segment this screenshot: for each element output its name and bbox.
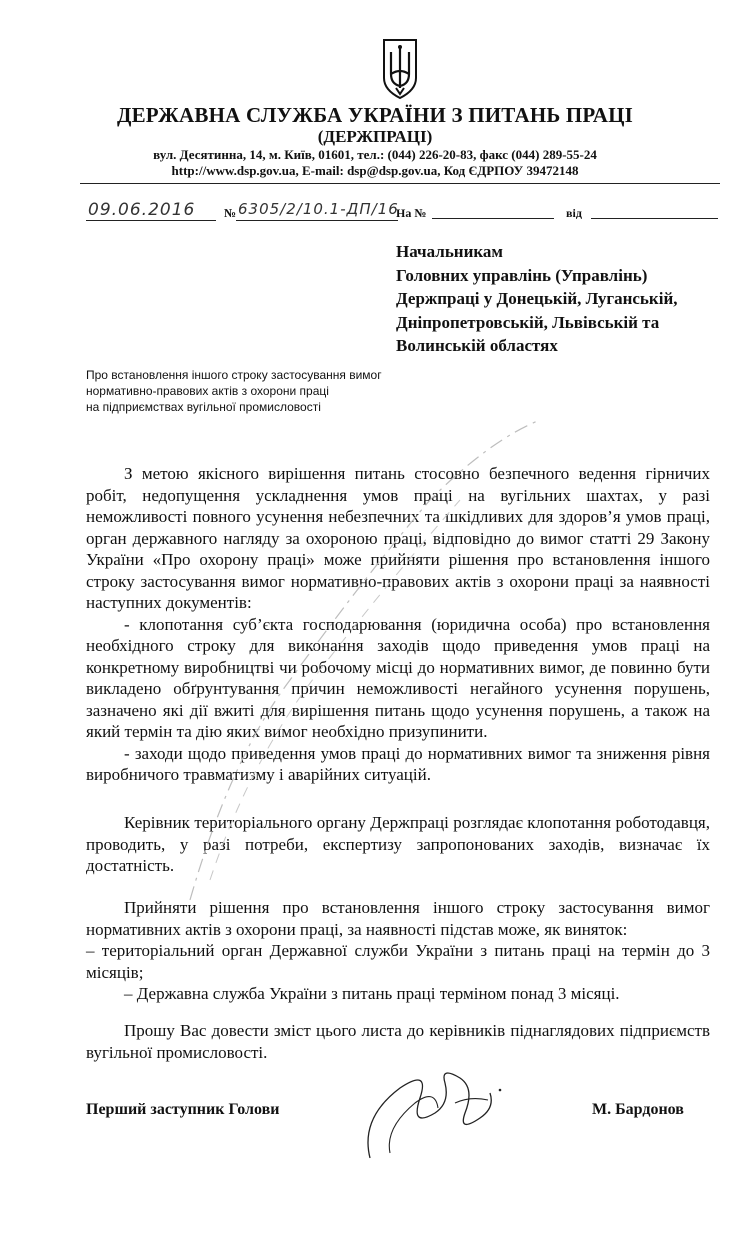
handwritten-signature	[340, 1058, 540, 1168]
signatory-title: Перший заступник Голови	[86, 1101, 280, 1118]
number-label: №	[224, 206, 237, 220]
body-section-decision	[86, 897, 710, 1005]
signatory-name: М. Бардонов	[592, 1101, 684, 1118]
header-divider	[80, 183, 720, 184]
addressee-line: Начальникам	[396, 242, 504, 261]
contacts-line-address: вул. Десятинна, 14, м. Київ, 01601, тел.: (044) 226-20-83, факс (044) 289-55-24	[153, 147, 597, 162]
body-section-request	[86, 1020, 710, 1063]
date-underline	[86, 220, 216, 221]
body-paragraph: Прошу Вас довести зміст цього листа до керівників піднаглядових підприємств вугільної промисловості.	[86, 1021, 710, 1062]
reply-number-blank	[432, 218, 554, 219]
addressee-line: Волинській областях	[396, 336, 558, 355]
list-item: – Державна служба України з питань праці терміном понад 3 місяці.	[124, 984, 620, 1003]
body-paragraph: З метою якісного вирішення питань стосовно безпечного ведення гірничих робіт, недопущення ускладнення умов праці на вугільних шахтах, у разі неможливості повного усунення небезпечних та шкідливих для здоров’я умов праці, орган державного нагляду за охороною праці, відповідно до вимог статті 29 Закону України «Про охорону праці» може прийняти рішення про встановлення іншого строку застосування вимог нормативно-правових актів з охорони праці за наявності наступних документів:	[86, 464, 710, 612]
addressee-line: Головних управлінь (Управлінь)	[396, 265, 648, 285]
reply-label: На №	[396, 206, 427, 220]
reply-date-blank	[591, 218, 718, 219]
handwritten-number: 6305/2/10.1-ДП/16	[238, 200, 399, 218]
addressee-line: Дніпропетровській, Львівській та	[396, 312, 660, 332]
org-name: ДЕРЖАВНА СЛУЖБА УКРАЇНИ З ПИТАНЬ ПРАЦІ	[116, 103, 634, 127]
subject-line: нормативно-правових актів з охорони праці	[86, 384, 329, 398]
from-label: від	[566, 206, 582, 220]
addressee-line: Держпраці у Донецькій, Луганській,	[396, 289, 678, 308]
subject-line: Про встановлення іншого строку застосування вимог	[86, 368, 382, 382]
list-item: - клопотання суб’єкта господарювання (юридична особа) про встановлення необхідного строку для виконання заходів щодо приведення умов праці на конкретному виробництві чи робочому місці до нормативних вимог, де повинно бути викладено обґрунтування причин неможливості негайного усунення порушень, зазначено які дії вжиті для вирішення питань щодо усунення порушень, а також на який термін та дію яких вимог необхідно призупинити.	[86, 614, 710, 741]
subject-line: на підприємствах вугільної промисловості	[86, 400, 321, 414]
number-underline	[236, 220, 398, 221]
contacts-line-web: http://www.dsp.gov.ua, E-mail: dsp@dsp.gov.ua, Код ЄДРПОУ 39472148	[171, 163, 579, 178]
subject-block	[86, 367, 446, 415]
trident-icon	[378, 38, 422, 100]
body-section-review	[86, 812, 710, 877]
registration-line	[86, 200, 726, 224]
body-section-conditions	[86, 463, 710, 786]
org-contacts	[0, 147, 750, 179]
handwritten-date: 09.06.2016	[88, 200, 196, 220]
list-item: – територіальний орган Державної служби України з питань праці на термін до 3 місяців;	[86, 941, 710, 982]
list-item: - заходи щодо приведення умов праці до нормативних вимог та зниження рівня виробничого травматизму і аварійних ситуацій.	[86, 743, 710, 784]
body-paragraph: Прийняти рішення про встановлення іншого строку застосування вимог нормативних актів з охорони праці, за наявності підстав може, як виняток:	[86, 898, 710, 939]
addressee-block	[396, 240, 726, 358]
body-paragraph: Керівник територіального органу Держпраці розглядає клопотання роботодавця, проводить, у разі потреби, експертизу запропонованих заходів, визначає їх достатність.	[86, 813, 710, 875]
org-short-name: (ДЕРЖПРАЦІ)	[317, 127, 433, 146]
